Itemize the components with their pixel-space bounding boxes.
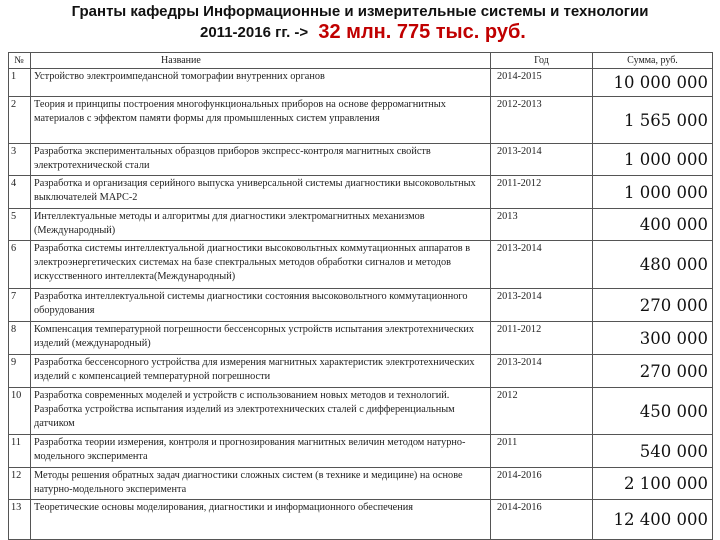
row-num: 2 [9, 97, 31, 144]
title-line-2 [200, 22, 526, 42]
row-year: 2014-2016 [491, 468, 593, 500]
row-name: Разработка бессенсорного устройства для измерения магнитных характеристик электротехнических изделий с компенсацией температурной погрешности [31, 355, 491, 388]
title-period: 2011-2016 гг. -> [200, 24, 309, 41]
row-name: Теоретические основы моделирования, диагностики и информационного обеспечения [31, 500, 491, 540]
row-year: 2013-2014 [491, 289, 593, 322]
table-row [9, 500, 713, 540]
row-num: 13 [9, 500, 31, 540]
title-total-amount: 32 млн. 775 тыс. руб. [318, 21, 526, 43]
row-year: 2013-2014 [491, 241, 593, 289]
row-num: 9 [9, 355, 31, 388]
row-name: Компенсация температурной погрешности бессенсорных устройств испытания электротехнических изделий (международный) [31, 322, 491, 355]
row-num: 10 [9, 388, 31, 435]
row-num: 5 [9, 209, 31, 241]
table-row [9, 322, 713, 355]
row-sum: 270 000 [593, 289, 713, 322]
row-name: Методы решения обратных задач диагностики сложных систем (в технике и медицине) на основе натурно-модельного эксперимента [31, 468, 491, 500]
table-row [9, 355, 713, 388]
row-num: 1 [9, 69, 31, 97]
row-name: Разработка теории измерения, контроля и прогнозирования магнитных величин методом натурно-модельного эксперимента [31, 435, 491, 468]
row-num: 4 [9, 176, 31, 209]
row-year: 2014-2016 [491, 500, 593, 540]
row-year: 2011 [491, 435, 593, 468]
row-sum: 1 565 000 [593, 97, 713, 144]
row-num: 7 [9, 289, 31, 322]
row-name: Разработка экспериментальных образцов приборов экспресс-контроля магнитных свойств электротехнической стали [31, 144, 491, 176]
table-row [9, 209, 713, 241]
row-sum: 1 000 000 [593, 176, 713, 209]
table-row [9, 241, 713, 289]
row-num: 3 [9, 144, 31, 176]
row-year: 2011-2012 [491, 176, 593, 209]
row-sum: 480 000 [593, 241, 713, 289]
row-year: 2013 [491, 209, 593, 241]
table-row [9, 97, 713, 144]
row-year: 2012 [491, 388, 593, 435]
row-sum: 2 100 000 [593, 468, 713, 500]
header-sum: Сумма, руб. [593, 53, 713, 69]
table-row [9, 176, 713, 209]
table-row [9, 289, 713, 322]
row-sum: 12 400 000 [593, 500, 713, 540]
header-num: № [9, 53, 31, 69]
header-name: Название [31, 53, 491, 69]
grants-table [8, 52, 713, 540]
row-sum: 400 000 [593, 209, 713, 241]
row-sum: 300 000 [593, 322, 713, 355]
title-line-1: Гранты кафедры Информационные и измерительные системы и технологии [71, 3, 649, 20]
row-sum: 10 000 000 [593, 69, 713, 97]
row-sum: 1 000 000 [593, 144, 713, 176]
row-num: 6 [9, 241, 31, 289]
row-num: 8 [9, 322, 31, 355]
header-year: Год [491, 53, 593, 69]
row-year: 2014-2015 [491, 69, 593, 97]
table-header-row [9, 53, 713, 69]
row-name: Разработка интеллектуальной системы диагностики состояния высоковольтного коммутационного оборудования [31, 289, 491, 322]
row-name: Разработка и организация серийного выпуска универсальной системы диагностики высоковольтных выключателей МАРС-2 [31, 176, 491, 209]
table-row [9, 388, 713, 435]
row-num: 11 [9, 435, 31, 468]
row-sum: 450 000 [593, 388, 713, 435]
row-year: 2012-2013 [491, 97, 593, 144]
row-sum: 540 000 [593, 435, 713, 468]
row-year: 2013-2014 [491, 355, 593, 388]
table-row [9, 144, 713, 176]
table-row [9, 435, 713, 468]
row-name: Теория и принципы построения многофункциональных приборов на основе ферромагнитных материалов с эффектом памяти формы для промышленных систем управления [31, 97, 491, 144]
row-name: Разработка системы интеллектуальной диагностики высоковольтных коммутационных аппаратов в электроэнергетических системах на базе спектральных методов обработки сигналов и методов искусственного интеллекта(Международный) [31, 241, 491, 289]
row-year: 2013-2014 [491, 144, 593, 176]
table-row [9, 468, 713, 500]
row-name: Устройство электроимпедансной томографии внутренних органов [31, 69, 491, 97]
table-row [9, 69, 713, 97]
row-num: 12 [9, 468, 31, 500]
row-name: Интеллектуальные методы и алгоритмы для диагностики электромагнитных механизмов (Международный) [31, 209, 491, 241]
row-sum: 270 000 [593, 355, 713, 388]
row-name: Разработка современных моделей и устройств с использованием новых методов и технологий. Разработка устройства испытания изделий из электротехнических сталей с дифференциальным датчиком [31, 388, 491, 435]
row-year: 2011-2012 [491, 322, 593, 355]
